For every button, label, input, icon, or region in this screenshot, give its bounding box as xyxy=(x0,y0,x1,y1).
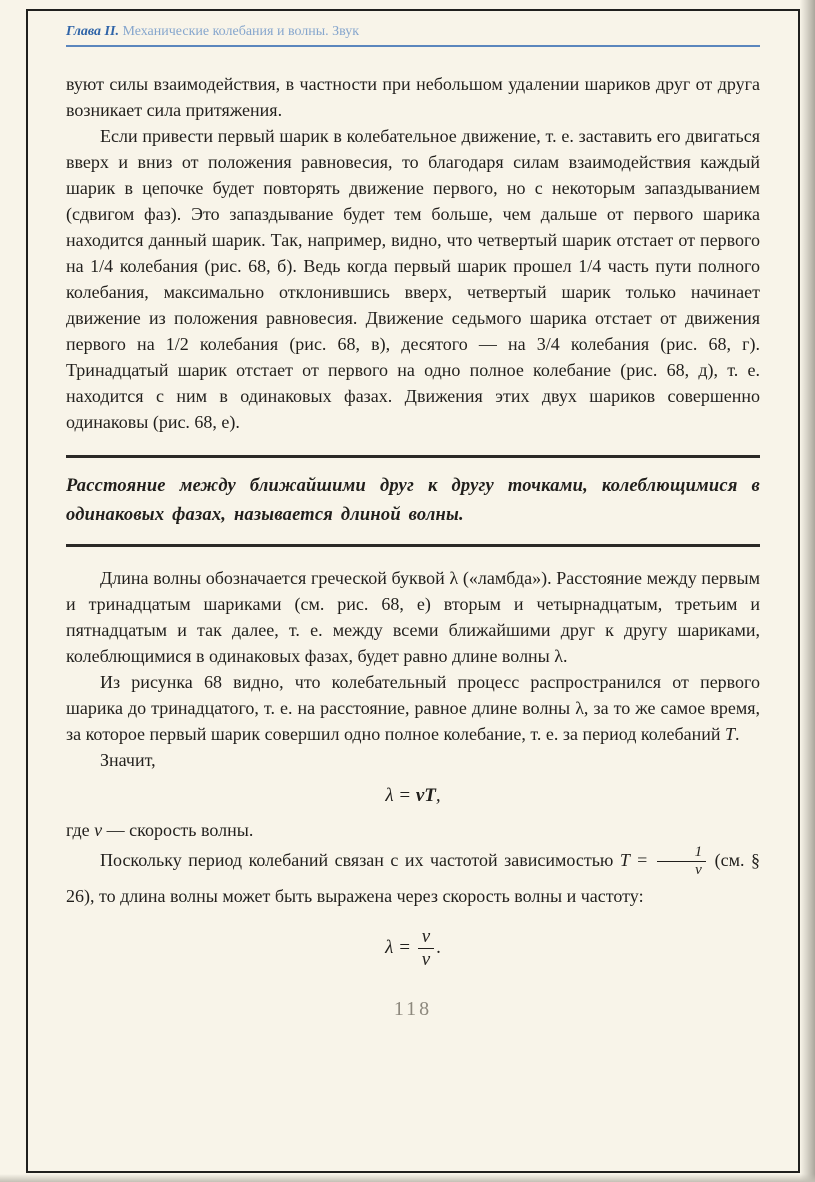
paragraph-oscillation: Если привести первый шарик в колебательное движение, т. е. заставить его двигаться вверх и вниз от положения равновесия, то благодаря силам взаимодействия каждый шарик в цепочке будет повторять движение первого, но с некоторым запаздыванием (сдвигом фаз). Это запаздывание будет тем больше, чем дальше от первого шарика находится данный шарик. Так, например, видно, что четвертый шарик отстает от первого на 1/4 колебания (рис. 68, б). Ведь когда первый шарик прошел 1/4 часть пути полного колебания, максимально отклонившись вверх, четвертый шарик только начинает движение из положения равновесия. Движение седьмого шарика отстает от движения первого на 1/2 колебания (рис. 68, в), десятого — на 3/4 колебания (рис. 68, г). Тринадцатый шарик отстает от первого на одно полное колебание (рис. 68, д), т. е. находится с ним в одинаковых фазах. Движения этих двух шариков совершенно одинаковы (рис. 68, е). xyxy=(66,126,760,432)
paragraph-period xyxy=(66,669,760,747)
formula-comma: , xyxy=(435,785,441,806)
where-prefix: где xyxy=(66,820,95,840)
fraction-denominator: ν xyxy=(695,862,702,879)
formula2-period: . xyxy=(436,936,441,958)
chapter-label: Глава II. xyxy=(66,24,119,39)
paragraph-frequency xyxy=(66,843,760,913)
formula-lambda: λ = xyxy=(385,785,416,806)
formula-lambda-vt xyxy=(66,783,760,809)
formula-vt: vT xyxy=(415,785,436,806)
paragraph-where-v xyxy=(66,817,760,843)
scan-edge-shadow-bottom xyxy=(0,1174,815,1182)
frequency-text-1: Поскольку период колебаний связан с их частотой зависимостью xyxy=(100,850,620,870)
chapter-title: Механические колебания и волны. Звук xyxy=(118,24,360,39)
fraction-nu: ν xyxy=(421,949,431,971)
fraction-numerator: 1 xyxy=(657,845,707,863)
fraction-v-nu xyxy=(418,927,434,970)
fraction-v: v xyxy=(418,927,434,949)
page-content xyxy=(66,24,760,1022)
wavelength-definition: Расстояние между ближайшими друг к другу точками, колеблющимися в одинаковых фазах, называется длиной волны. xyxy=(66,455,760,547)
page-number: 118 xyxy=(393,998,433,1020)
symbol-T-equals: T = xyxy=(619,850,655,870)
paragraph-znachit: Значит, xyxy=(100,750,156,770)
paragraph-period-end: . xyxy=(735,724,740,744)
symbol-T: T xyxy=(725,724,736,744)
where-suffix: — скорость волны. xyxy=(102,820,254,840)
scan-edge-shadow xyxy=(800,0,815,1182)
formula2-lhs: λ = xyxy=(385,936,416,958)
symbol-v: v xyxy=(94,820,103,840)
paragraph-lambda: Длина волны обозначается греческой буквой λ («ламбда»). Расстояние между первым и тринадцатым шариками (см. рис. 68, е) вторым и четырнадцатым, третьим и пятнадцатым и так далее, т. е. между всеми ближайшими друг к другу шариками, колеблющимися в одинаковых фазах, будет равно длине волны λ. xyxy=(66,568,760,666)
formula-lambda-v-nu xyxy=(66,927,760,970)
paragraph-continuation: вуют силы взаимодействия, в частности при небольшом удалении шариков друг от друга возникает сила притяжения. xyxy=(66,74,760,120)
body-text xyxy=(66,71,760,1022)
paragraph-period-text: Из рисунка 68 видно, что колебательный процесс распространился от первого шарика до тринадцатого, т. е. на расстояние, равное длине волны λ, за то же самое время, за которое первый шарик совершил одно полное колебание, т. е. за период колебаний xyxy=(66,672,760,744)
inline-fraction-1-nu xyxy=(657,845,707,880)
running-head xyxy=(66,24,760,47)
frequency-text-2: (см. § 26), то длина волны может быть выражена через скорость волны и частоту: xyxy=(66,850,760,907)
